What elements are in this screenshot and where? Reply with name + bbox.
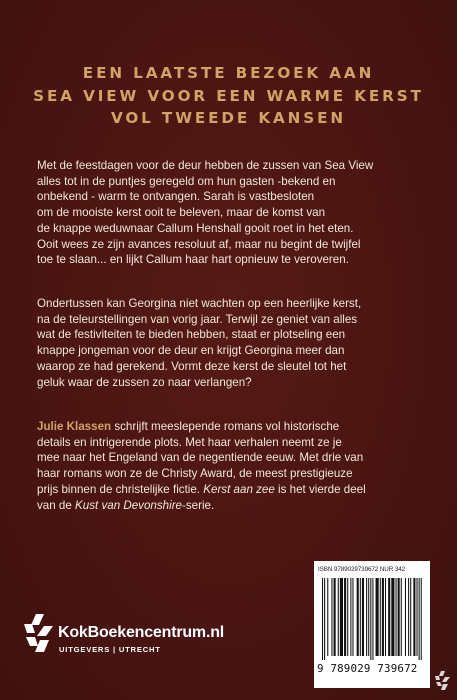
- text-fragment: schrijft meeslepende romans vol historische: [111, 420, 340, 433]
- barcode-bar: [327, 578, 328, 656]
- barcode-bar: [376, 578, 379, 656]
- text-line: de knappe weduwnaar Callum Henshall gooit roet in het eten.: [37, 221, 354, 235]
- headline-line-3: VOL TWEEDE KANSEN: [110, 109, 347, 127]
- barcode-panel: [314, 561, 430, 688]
- author-bio: [37, 419, 429, 513]
- text-line: geluk waar de zussen zo naar verlangen?: [37, 375, 252, 389]
- headline-line-1: EEN LAATSTE BEZOEK AAN: [82, 64, 375, 82]
- text-fragment: prijs binnen de christelijke fictie.: [37, 482, 204, 496]
- barcode-bar: [405, 578, 406, 656]
- book-title: Kerst aan zee: [203, 482, 275, 496]
- barcode-bar: [382, 578, 384, 656]
- barcode-digits: 9 789029 739672: [317, 662, 418, 675]
- barcode-bar: [419, 578, 420, 660]
- author-name: Julie Klassen: [37, 420, 112, 433]
- barcode-bar: [398, 578, 400, 656]
- text-line: [37, 498, 429, 514]
- headline: [30, 62, 427, 130]
- blurb-paragraph-1: [37, 158, 429, 268]
- text-line: Ondertussen kan Georgina niet wachten op een heerlijke kerst,: [37, 297, 362, 310]
- text-line: toe te slaan... en lijkt Callum haar hart opnieuw te veroveren.: [37, 253, 349, 267]
- series-title: Kust van Devonshire: [75, 498, 183, 512]
- text-line: Met de feestdagen voor de deur hebben de zussen van Sea View: [37, 159, 374, 172]
- barcode-bar: [396, 578, 397, 656]
- barcode-bars: [322, 578, 422, 660]
- barcode-bar: [388, 578, 390, 656]
- text-line: details en intrigerende plots. Met haar verhalen neemt ze je: [37, 435, 342, 449]
- text-line: knappe jongeman voor de deur en krijgt Georgina meer dan: [37, 344, 345, 358]
- barcode-bar: [352, 578, 353, 656]
- barcode-bar: [401, 578, 402, 656]
- barcode-bar: [385, 578, 386, 656]
- text-line: alles tot in de puntjes geregeld om hun gasten -bekend en: [37, 174, 336, 188]
- barcode-bar: [331, 578, 332, 656]
- text-line: waarop ze had gerekend. Vormt deze kerst de sleutel tot het: [37, 359, 347, 373]
- text-line: onbekend - warm te ontvangen. Sarah is vastbesloten: [37, 190, 315, 204]
- publisher-logo: [22, 612, 242, 672]
- isbn-label: ISBN 9789029739672 NUR 342: [318, 566, 406, 573]
- text-line: wat de festiviteiten te bieden hebben, staat er plotseling een: [37, 328, 346, 342]
- text-line: [37, 482, 429, 498]
- barcode-bar: [421, 578, 422, 660]
- text-fragment: -serie.: [182, 498, 215, 512]
- text-fragment: van de: [37, 498, 76, 512]
- text-line: om de mooiste kerst ooit te beleven, maar de komst van: [37, 206, 326, 220]
- barcode-bar: [417, 578, 418, 656]
- barcode-bar: [370, 578, 371, 660]
- barcode-bar: [380, 578, 381, 656]
- barcode-bar: [334, 578, 336, 656]
- barcode-bar: [357, 578, 359, 656]
- barcode-bar: [360, 578, 361, 656]
- barcode-bar: [366, 578, 367, 656]
- barcode-bar: [338, 578, 339, 656]
- publisher-name: KokBoekencentrum.nl: [58, 624, 225, 641]
- text-fragment: is het vierde deel: [274, 482, 366, 496]
- text-line: mee naar het Engeland van de negentiende eeuw. Met drie van: [37, 451, 364, 465]
- text-line: haar romans won ze de Christy Award, de meest prestigieuze: [37, 467, 353, 481]
- barcode-bar: [322, 578, 323, 660]
- text-line: na de teleurstellingen van vorig jaar. Terwijl ze geniet van alles: [37, 312, 358, 326]
- blurb-paragraph-2: [37, 296, 429, 390]
- barcode-bar: [344, 578, 346, 656]
- headline-line-2: SEA VIEW VOOR EEN WARME KERST: [33, 86, 424, 105]
- kok-star-icon: [22, 612, 56, 658]
- barcode-bar: [350, 578, 351, 656]
- kok-star-icon: [434, 670, 452, 692]
- barcode-bar: [324, 578, 325, 660]
- barcode-bar: [368, 578, 369, 656]
- barcode-bar: [372, 578, 373, 660]
- barcode-bar: [410, 578, 411, 656]
- barcode-bar: [413, 578, 415, 656]
- barcode-bar: [391, 578, 394, 656]
- publisher-subtitle: UITGEVERS | UTRECHT: [59, 645, 161, 654]
- barcode-bar: [340, 578, 343, 656]
- text-line: Ooit wees ze zijn avances resoluut af, maar nu begint de twijfel: [37, 237, 361, 251]
- barcode-bar: [347, 578, 348, 656]
- barcode-bar: [408, 578, 409, 656]
- barcode-bar: [362, 578, 364, 656]
- text-line: [37, 419, 429, 435]
